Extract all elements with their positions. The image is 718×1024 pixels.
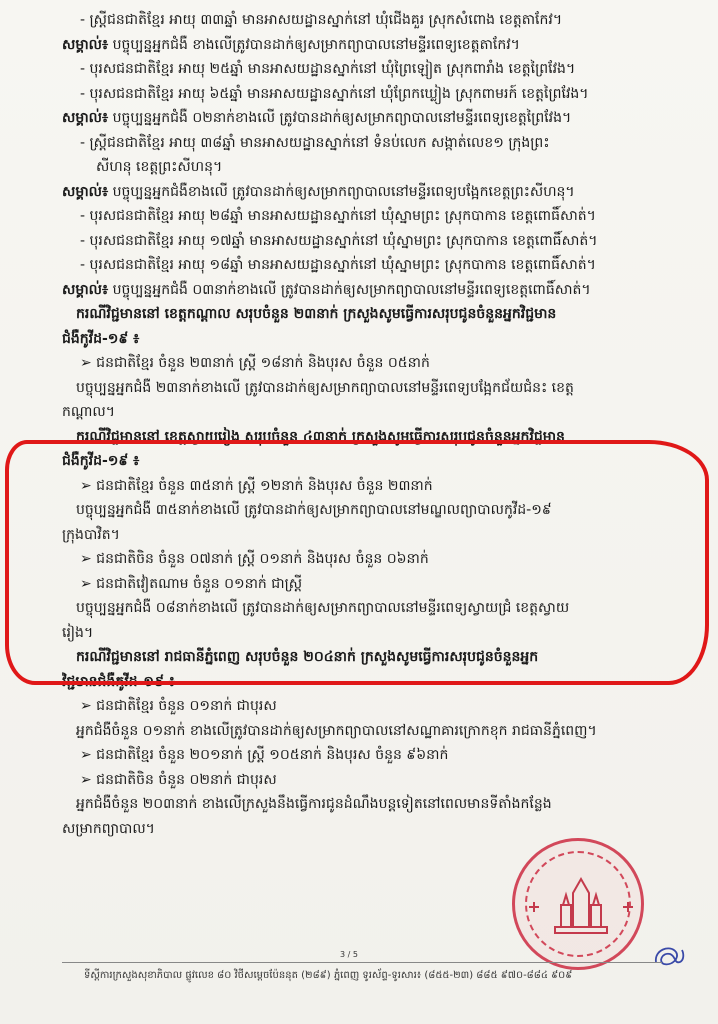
footer-address: ទីស្ដីការក្រសួងសុខាភិបាល ផ្លូវលេខ ៨០ វិថីសម្ដេចប៉ែននុត (២៨៩) ភ្នំពេញ ទូរស័ព្ទ-ទូរសារ៖ (៨៥៥-២៣) ៨៨៥ ៩៧០-៨៨៤ ៩០៩ <box>84 970 573 981</box>
line-text: - បុរសជនជាតិខ្មែរ អាយុ ៦៥ឆ្នាំ មានអាសយដ្ឋានស្នាក់នៅ ឃុំព្រែកឃ្លៀង ស្រុកពាមរក៍ ខេត្តព្រៃវែង។ <box>80 85 589 102</box>
text-line <box>62 278 684 303</box>
page-number: 3 / 5 <box>340 950 358 959</box>
line-text: ➢ ជនជាតិខ្មែរ ចំនួន ៣៥នាក់ ស្ត្រី ១២នាក់ និងបុរស ចំនួន ២៣នាក់ <box>80 477 433 494</box>
line-text: ក្រុងបាវិត។ <box>62 526 120 543</box>
line-text: ➢ ជនជាតិវៀតណាម ចំនួន ០១នាក់ ជាស្ត្រី <box>80 575 303 592</box>
line-text: បច្ចុប្បន្នអ្នកជំងឺ ៣៥នាក់ខាងលើ ត្រូវបានដាក់ឲ្យសម្រាកព្យាបាលនៅមណ្ឌលព្យាបាលកូវីដ-១៩ <box>76 502 552 518</box>
line-text: - ស្ត្រីជនជាតិខ្មែរ អាយុ ៣៣ឆ្នាំ មានអាសយដ្ឋានស្នាក់នៅ ឃុំជើងគួរ ស្រុកសំពោង ខេត្តតាកែវ។ <box>80 12 563 28</box>
text-line <box>62 743 684 768</box>
line-text: - បុរសជនជាតិខ្មែរ អាយុ ២៨ឆ្នាំ មានអាសយដ្ឋានស្នាក់នៅ ឃុំស្នាមព្រះ ស្រុកបាកាន ខេត្តពោធិ៍សាត់។ <box>80 208 596 224</box>
text-line <box>62 621 684 646</box>
line-text: - ស្ត្រីជនជាតិខ្មែរ អាយុ ៣៨ឆ្នាំ មានអាសយដ្ឋានស្នាក់នៅ ទំនប់លេក សង្កាត់លេខ១ ក្រុងព្រះ <box>80 134 550 151</box>
text-line <box>62 351 684 376</box>
line-text: រៀង។ <box>62 624 94 641</box>
line-text: បច្ចុប្បន្នអ្នកជំងឺ ០៨នាក់ខាងលើ ត្រូវបានដាក់ឲ្យសម្រាកព្យាបាលនៅមន្ទីរពេទ្យស្វាយជ្រំ ខេត្តស្វាយ <box>76 600 570 616</box>
text-line <box>62 400 684 425</box>
text-line <box>62 106 684 131</box>
line-text: ករណីវិជ្ជមាននៅ រាជធានីភ្នំពេញ សរុបចំនួន ២០៤នាក់ ក្រសួងសូមធ្វើការសរុបជូនចំនួនអ្នក <box>76 649 539 665</box>
line-text: ជំងឺកូវីដ-១៩ ៖ <box>62 453 140 469</box>
line-text: ➢ ជនជាតិខ្មែរ ចំនួន ០១នាក់ ជាបុរស <box>80 698 277 714</box>
note-label: សម្គាល់៖ <box>62 36 109 53</box>
text-line <box>62 547 684 572</box>
line-text: សម្រាកព្យាបាល។ <box>62 820 155 837</box>
line-text: កណ្ដាល។ <box>62 404 115 420</box>
note-label: សម្គាល់៖ <box>62 110 109 126</box>
text-line <box>62 719 684 744</box>
ministry-seal-stamp <box>512 838 644 970</box>
text-line <box>62 474 684 499</box>
text-line <box>62 302 684 327</box>
text-line <box>62 82 684 107</box>
text-line <box>62 33 684 58</box>
line-text: បច្ចុប្បន្នអ្នកជំងឺខាងលើ ត្រូវបានដាក់ឲ្យសម្រាកព្យាបាលនៅមន្ទីរពេទ្យបង្អែកខេត្តព្រះសីហនុ។ <box>108 183 575 200</box>
text-line <box>62 449 684 474</box>
text-line <box>62 425 684 450</box>
line-text: - បុរសជនជាតិខ្មែរ អាយុ ២៥ឆ្នាំ មានអាសយដ្ឋានស្នាក់នៅ ឃុំព្រៃឡៀត ស្រុកពារាំង ខេត្តព្រៃវែង។ <box>80 61 576 77</box>
text-line <box>62 327 684 352</box>
text-line <box>62 376 684 401</box>
line-text: ➢ ជនជាតិចិន ចំនួន ០៧នាក់ ស្ត្រី ០១នាក់ និងបុរស ចំនួន ០៦នាក់ <box>80 551 429 567</box>
line-text: ➢ ជនជាតិខ្មែរ ចំនួន ២០១នាក់ ស្ត្រី ១០៥នាក់ និងបុរស ចំនួន ៩៦នាក់ <box>80 747 449 763</box>
line-text: សីហនុ ខេត្តព្រះសីហនុ។ <box>96 159 223 175</box>
text-line <box>62 498 684 523</box>
text-line <box>62 768 684 793</box>
line-text: ជំងឺកូវីដ-១៩ ៖ <box>62 330 140 347</box>
line-text: បច្ចុប្បន្នអ្នកជំងឺ ០២នាក់ខាងលើ ត្រូវបានដាក់ឲ្យសម្រាកព្យាបាលនៅមន្ទីរពេទ្យខេត្តព្រៃវែង។ <box>108 110 572 126</box>
text-line <box>62 253 684 278</box>
text-line <box>62 596 684 621</box>
text-line <box>62 8 684 33</box>
text-line <box>62 131 684 156</box>
text-line <box>62 792 684 817</box>
line-text: បច្ចុប្បន្នអ្នកជំងឺ ២៣នាក់ខាងលើ ត្រូវបានដាក់ឲ្យសម្រាកព្យាបាលនៅមន្ទីរពេទ្យបង្អែកជ័យជំនះ ខេត្ត <box>76 379 574 396</box>
line-text: - បុរសជនជាតិខ្មែរ អាយុ ១៨ឆ្នាំ មានអាសយដ្ឋានស្នាក់នៅ ឃុំស្នាមព្រះ ស្រុកបាកាន ខេត្តពោធិ៍សាត់។ <box>80 257 596 273</box>
text-line <box>62 572 684 597</box>
line-text: អ្នកជំងឺចំនួន ២០៣នាក់ ខាងលើក្រសួងនឹងធ្វើការជូនដំណឹងបន្តទៀតនៅពេលមានទីតាំងកន្លែង <box>76 796 552 812</box>
line-text: បច្ចុប្បន្នអ្នកជំងឺ ០៣នាក់ខាងលើ ត្រូវបានដាក់ឲ្យសម្រាកព្យាបាលនៅមន្ទីរពេទ្យខេត្តពោធិ៍សាត់។ <box>108 281 591 298</box>
note-label: សម្គាល់៖ <box>62 281 109 298</box>
text-line <box>62 180 684 205</box>
line-text: ➢ ជនជាតិចិន ចំនួន ០២នាក់ ជាបុរស <box>80 771 277 788</box>
footer-divider <box>62 962 662 963</box>
line-text: វិជ្ជមានជំងឺកូវីដ-១៩ ៖ <box>62 673 175 690</box>
text-line <box>62 204 684 229</box>
line-text: អ្នកជំងឺចំនួន ០១នាក់ ខាងលើត្រូវបានដាក់ឲ្យសម្រាកព្យាបាលនៅសណ្ឋាគារក្រោកខុក រាជធានីភ្នំពេញ។ <box>76 722 597 739</box>
line-text: - បុរសជនជាតិខ្មែរ អាយុ ១៧ឆ្នាំ មានអាសយដ្ឋានស្នាក់នៅ ឃុំស្នាមព្រះ ស្រុកបាកាន ខេត្តពោធិ៍សាត់។ <box>80 232 598 249</box>
text-line <box>62 694 684 719</box>
text-line <box>62 645 684 670</box>
note-label: សម្គាល់៖ <box>62 183 109 200</box>
text-line <box>62 57 684 82</box>
line-text: ➢ ជនជាតិខ្មែរ ចំនួន ២៣នាក់ ស្ត្រី ១៨នាក់ និងបុរស ចំនួន ០៥នាក់ <box>80 355 430 371</box>
text-line <box>62 229 684 254</box>
line-text: បច្ចុប្បន្នអ្នកជំងឺ ខាងលើត្រូវបានដាក់ឲ្យសម្រាកព្យាបាលនៅមន្ទីរពេទ្យខេត្តតាកែវ។ <box>108 36 520 53</box>
text-line <box>62 155 684 180</box>
line-text: ករណីវិជ្ជមាននៅ ខេត្តកណ្ដាល សរុបចំនួន ២៣នាក់ ក្រសួងសូមធ្វើការសរុបជូនចំនួនអ្នកវិជ្ជមាន <box>76 306 557 322</box>
text-line <box>62 817 684 842</box>
line-text: ករណីវិជ្ជមាននៅ ខេត្តស្វាយរៀង សរុបចំនួន ៤៣នាក់ ក្រសួងសូមធ្វើការសរុបជូនចំនួនអ្នកវិជ្ជមាន <box>76 428 565 445</box>
document-body <box>62 8 684 841</box>
text-line <box>62 523 684 548</box>
text-line <box>62 670 684 695</box>
